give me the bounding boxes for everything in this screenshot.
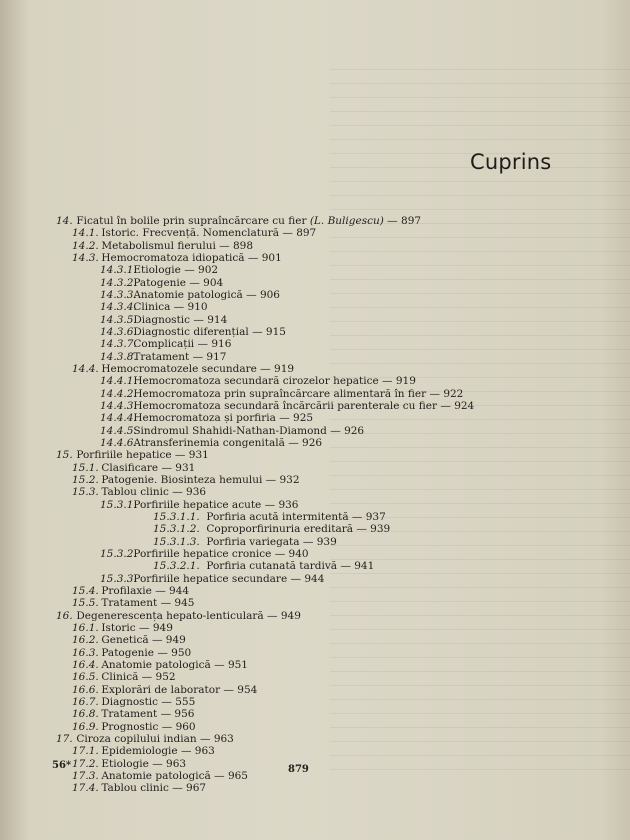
toc-entry-number: 14.3.6. <box>100 325 137 338</box>
toc-entry-number: 17. <box>56 732 73 745</box>
toc-entry-number: 17.1. <box>72 745 99 758</box>
toc-entry-title: Ciroza copilului indian — 963 <box>73 732 234 745</box>
toc-entry-number: 15.3.2.1. <box>153 560 200 573</box>
toc-entry-number: 15.3.1.2. <box>153 523 200 536</box>
toc-entry-title: Patogenie — 950 <box>98 646 192 659</box>
toc-entry-number: 16.2. <box>72 634 99 647</box>
toc-entry-title: Porfiria variegata — 939 <box>203 535 337 548</box>
toc-entry-number: 14. <box>56 215 73 227</box>
toc-entry-title: Clinica — 910 <box>130 301 208 314</box>
toc-entry-number: 15. <box>56 449 73 462</box>
toc-entry-title: Degenerescența hepato-lenticulară — 949 <box>73 609 301 622</box>
toc-entry-number: 14.2. <box>72 239 99 252</box>
toc-entry-number: 14.4.2. <box>100 387 137 400</box>
toc-entry-title: Sindromul Shahidi-Nathan-Diamond — 926 <box>130 424 365 437</box>
toc-entry-number: 14.1. <box>72 227 99 240</box>
toc-entry-number: 16. <box>56 609 73 622</box>
signature-mark: 56* <box>52 760 72 771</box>
toc-entry-title: Tablou clinic — 936 <box>98 486 207 499</box>
toc-entry-title: Tratament — 917 <box>130 350 227 363</box>
toc-entry-title: Istoric. Frecvență. Nomenclatură — 897 <box>98 227 317 240</box>
page-number: 879 <box>288 764 309 775</box>
page-title: Cuprins <box>470 150 552 174</box>
toc-entry-number: 14.3.1. <box>100 264 137 277</box>
toc-entry-title: Hemocromatoza și porfiria — 925 <box>130 412 314 425</box>
toc-entry-number: 14.3.7. <box>100 338 137 351</box>
toc-entry-number: 14.4.3. <box>100 399 137 412</box>
toc-entry-title: Prognostic — 960 <box>98 720 196 733</box>
toc-entry-number: 16.3. <box>72 646 99 659</box>
toc-entry-number: 15.2. <box>72 473 99 486</box>
toc-entry-number: 15.5. <box>72 597 99 610</box>
toc-entry-title: Porfiriile hepatice — 931 <box>73 449 209 462</box>
toc-entry-title: Hemocromatoza idiopatică — 901 <box>98 251 282 264</box>
toc-entry-title: Istoric — 949 <box>98 621 173 634</box>
toc-entry-title: Anatomie patologică — 906 <box>130 288 280 301</box>
toc-entry-title: Porfiria cutanată tardivă — 941 <box>203 560 375 573</box>
toc-entry-title: Complicații — 916 <box>130 338 232 351</box>
toc-entry-number: 15.3.3. <box>100 572 137 585</box>
toc-entry-number: 16.6. <box>72 683 99 696</box>
toc-entry-title: Porfiriile hepatice cronice — 940 <box>130 547 309 560</box>
toc-entry-number: 16.1. <box>72 621 99 634</box>
toc-entry-title: Anatomie patologică — 951 <box>98 658 248 671</box>
toc-entry-title: Hemocromatoza secundară încărcării parenterale cu fier — 924 <box>130 399 475 412</box>
toc-entry-number: 17.3. <box>72 769 99 782</box>
toc-entry-title: Porfiria acută intermitentă — 937 <box>203 510 386 523</box>
toc-entry-title: Porfiriile hepatice secundare — 944 <box>130 572 325 585</box>
toc-entry-number: 14.4.6. <box>100 436 137 449</box>
toc-entry-number: 14.3.5. <box>100 313 137 326</box>
toc-entry-page: — 897 <box>383 215 422 227</box>
toc-entry-title: Ficatul în bolile prin supraîncărcare cu fier <box>73 215 307 227</box>
toc-entry-title: Epidemiologie — 963 <box>98 745 215 758</box>
toc-entry-number: 15.1. <box>72 461 99 474</box>
toc-entry-title: Profilaxie — 944 <box>98 584 190 597</box>
toc-entry-title: Etiologie — 963 <box>98 757 187 770</box>
toc-entry-title: Patogenie. Biosinteza hemului — 932 <box>98 473 300 486</box>
toc-entry-title: Porfiriile hepatice acute — 936 <box>130 498 299 511</box>
toc-entry-title: Genetică — 949 <box>98 634 186 647</box>
toc-entry-number: 14.3.8. <box>100 350 137 363</box>
toc-entry-title: Metabolismul fierului — 898 <box>98 239 254 252</box>
toc-entry-title: Etiologie — 902 <box>130 264 219 277</box>
toc-entry-number: 14.4.1. <box>100 375 137 388</box>
toc-entry-title: Explorări de laborator — 954 <box>98 683 258 696</box>
toc-entry-number: 14.3.2. <box>100 276 137 289</box>
toc-entry-title: Coproporfirinuria ereditară — 939 <box>203 523 391 536</box>
toc-entry-number: 14.3.3. <box>100 288 137 301</box>
toc-entry-number: 15.3.1.3. <box>153 535 200 548</box>
toc-entry-number: 16.8. <box>72 708 99 721</box>
toc-entry-title: Anatomie patologică — 965 <box>98 769 248 782</box>
toc-entry-number: 16.9. <box>72 720 99 733</box>
toc-entry-title: Diagnostic — 555 <box>98 695 196 708</box>
toc-entry-number: 14.4.5. <box>100 424 137 437</box>
toc-entry-title: Clinică — 952 <box>98 671 176 684</box>
toc-entry-number: 14.4.4. <box>100 412 137 425</box>
toc-entry-title: Atransferinemia congenitală — 926 <box>130 436 323 449</box>
toc-entry-title: Diagnostic diferențial — 915 <box>130 325 286 338</box>
toc-entry-number: 14.4. <box>72 362 99 375</box>
toc-entry-number: 15.3.1.1. <box>153 510 200 523</box>
toc-entry <box>72 781 206 795</box>
toc-entry-number: 16.4. <box>72 658 99 671</box>
toc-entry-number: 14.3. <box>72 251 99 264</box>
toc-entry-title: Hemocromatozele secundare — 919 <box>98 362 295 375</box>
toc-entry-title: Hemocromatoza prin supraîncărcare alimentară în fier — 922 <box>130 387 464 400</box>
toc-entry-number: 14.3.4. <box>100 301 137 314</box>
toc-entry-title: Diagnostic — 914 <box>130 313 228 326</box>
toc-entry-title: Patogenie — 904 <box>130 276 224 289</box>
toc-entry-number: 16.5. <box>72 671 99 684</box>
toc-entry-number: 15.4. <box>72 584 99 597</box>
toc-entry-number: 15.3. <box>72 486 99 499</box>
toc-entry-author: (L. Buligescu) <box>306 215 384 227</box>
toc-entry-title: Tratament — 956 <box>98 708 195 721</box>
toc-entry-title: Tratament — 945 <box>98 597 195 610</box>
toc-entry-number: 16.7. <box>72 695 99 708</box>
toc-entry-number: 15.3.2. <box>100 547 137 560</box>
toc-entry-title: Hemocromatoza secundară cirozelor hepatice — 919 <box>130 375 416 388</box>
toc-entry-number: 17.4. <box>72 782 99 795</box>
toc-entry-number: 17.2. <box>72 757 99 770</box>
toc-entry-title: Clasificare — 931 <box>98 461 196 474</box>
toc-entry-title: Tablou clinic — 967 <box>98 782 207 795</box>
toc-entry-number: 15.3.1. <box>100 498 137 511</box>
